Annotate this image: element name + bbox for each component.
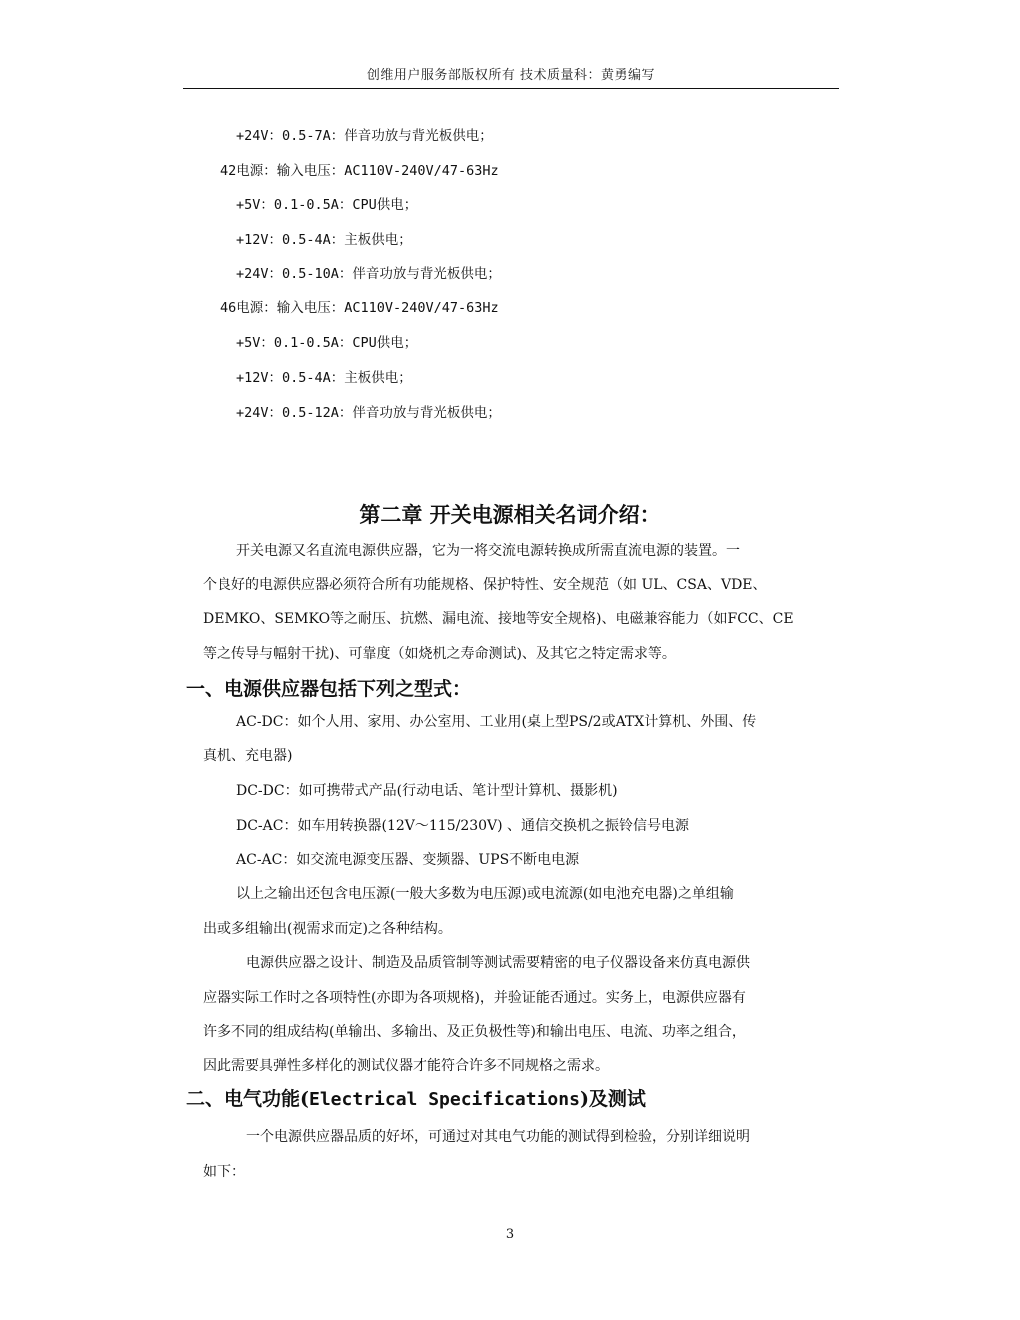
paragraph-line: 真机、充电器) bbox=[203, 748, 293, 764]
paragraph-line: DC-AC：如车用转换器(12V～115/230V) 、通信交换机之振铃信号电源 bbox=[236, 818, 690, 834]
section-heading-suffix: )及测试 bbox=[579, 1088, 646, 1110]
spec-line: +12V：0.5-4A：主板供电； bbox=[236, 232, 412, 248]
page-number: 3 bbox=[505, 1227, 515, 1242]
paragraph-line: 应器实际工作时之各项特性(亦即为各项规格)，并验证能否通过。实务上，电源供应器有 bbox=[203, 990, 746, 1006]
paragraph-line: 一个电源供应器品质的好坏，可通过对其电气功能的测试得到检验，分别详细说明 bbox=[246, 1129, 750, 1145]
paragraph-line: AC-DC：如个人用、家用、办公室用、工业用(桌上型PS/2或ATX计算机、外围、传 bbox=[236, 714, 757, 730]
spec-line: +24V：0.5-10A：伴音功放与背光板供电； bbox=[236, 266, 501, 282]
spec-line: +24V：0.5-7A：伴音功放与背光板供电； bbox=[236, 128, 493, 144]
paragraph-line: AC-AC：如交流电源变压器、变频器、UPS不断电电源 bbox=[236, 852, 580, 868]
paragraph-line: 因此需要具弹性多样化的测试仪器才能符合许多不同规格之需求。 bbox=[203, 1058, 609, 1074]
spec-line: 42电源：输入电压：AC110V-240V/47-63Hz bbox=[220, 163, 499, 179]
header-rule bbox=[183, 88, 839, 89]
spec-line: +5V：0.1-0.5A：CPU供电； bbox=[236, 335, 418, 351]
spec-line: +12V：0.5-4A：主板供电； bbox=[236, 370, 412, 386]
section-heading-electrical bbox=[186, 1087, 646, 1112]
section-heading-prefix: 二、电气功能( bbox=[186, 1088, 309, 1110]
paragraph-line: 等之传导与幅射干扰)、可靠度（如烧机之寿命测试)、及其它之特定需求等。 bbox=[203, 646, 676, 662]
paragraph-line: 许多不同的组成结构(单输出、多输出、及正负极性等)和输出电压、电流、功率之组合， bbox=[203, 1024, 746, 1040]
paragraph-line: DEMKO、SEMKO等之耐压、抗燃、漏电流、接地等安全规格)、电磁兼容能力（如FCC、CE bbox=[203, 611, 794, 627]
paragraph-line: 如下： bbox=[203, 1164, 245, 1180]
paragraph-line: 电源供应器之设计、制造及品质管制等测试需要精密的电子仪器设备来仿真电源供 bbox=[246, 955, 750, 971]
paragraph-line: DC-DC：如可携带式产品(行动电话、笔计型计算机、摄影机) bbox=[236, 783, 618, 799]
spec-line: +24V：0.5-12A：伴音功放与背光板供电； bbox=[236, 405, 501, 421]
spec-line: 46电源：输入电压：AC110V-240V/47-63Hz bbox=[220, 300, 499, 316]
page-header: 创维用户服务部版权所有 技术质量科：黄勇编写 bbox=[366, 68, 656, 83]
section-heading-types: 一、电源供应器包括下列之型式： bbox=[186, 678, 472, 700]
spec-line: +5V：0.1-0.5A：CPU供电； bbox=[236, 197, 418, 213]
section-heading-latin: Electrical Specifications bbox=[309, 1089, 580, 1110]
paragraph-line: 以上之输出还包含电压源(一般大多数为电压源)或电流源(如电池充电器)之单组输 bbox=[236, 886, 734, 902]
chapter-title: 第二章 开关电源相关名词介绍： bbox=[359, 502, 661, 527]
paragraph-line: 个良好的电源供应器必须符合所有功能规格、保护特性、安全规范（如 UL、CSA、VDE、 bbox=[203, 577, 767, 593]
paragraph-line: 开关电源又名直流电源供应器，它为一将交流电源转换成所需直流电源的装置。一 bbox=[236, 543, 740, 559]
paragraph-line: 出或多组输出(视需求而定)之各种结构。 bbox=[203, 921, 452, 937]
